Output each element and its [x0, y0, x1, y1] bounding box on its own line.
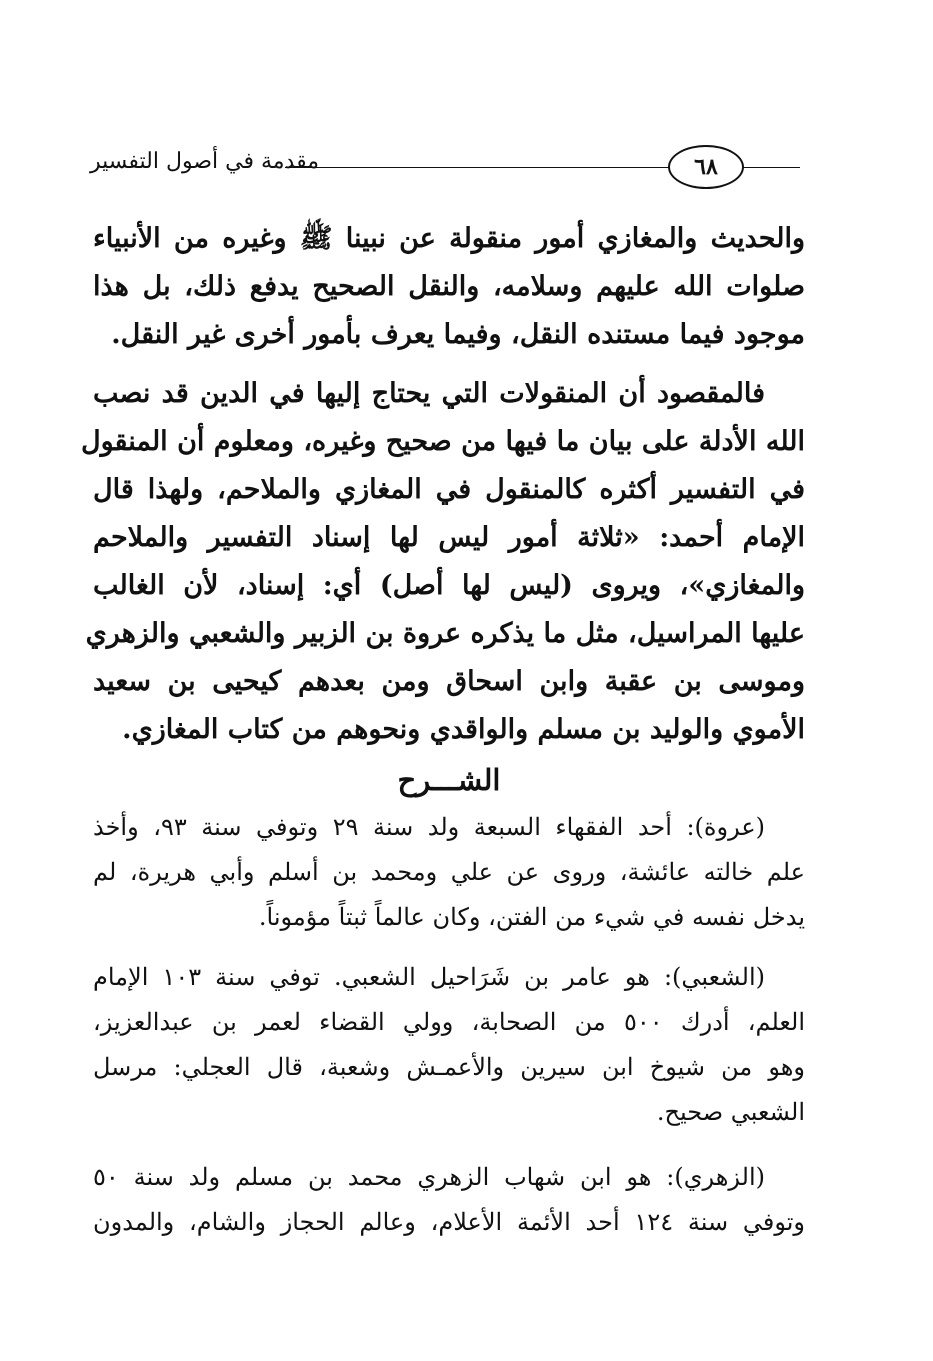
text-line: فالمقصود أن المنقولات التي يحتاج إليها في الدين قد نصب [93, 378, 765, 409]
section-heading: الشـــرح [397, 763, 501, 797]
text-line: (عروة): أحد الفقهاء السبعة ولد سنة ٢٩ وتوفي سنة ٩٣، وأخذ [93, 813, 765, 841]
text-line: الله الأدلة على بيان ما فيها من صحيح وغيره، ومعلوم أن المنقول [80, 426, 805, 457]
text-line: وتوفي سنة ١٢٤ أحد الأئمة الأعلام، وعالم الحجاز والشام، والمدون [93, 1208, 805, 1236]
matn-paragraph-2 [80, 370, 805, 754]
page-number: ٦٨ [668, 145, 744, 189]
text-line: (الزهري): هو ابن شهاب الزهري محمد بن مسلم ولد سنة ٥٠ [93, 1163, 765, 1191]
header-title: مقدمة في أصول التفسير [90, 149, 320, 174]
text-line: (الشعبي): هو عامر بن شَرَاحيل الشعبي. توفي سنة ١٠٣ الإمام [93, 963, 765, 991]
sharh-paragraph-2 [93, 955, 805, 1135]
text-line: والمغازي»، ويروى (ليس لها أصل) أي: إسناد، لأن الغالب [93, 570, 805, 601]
text-line: يدخل نفسه في شيء من الفتن، وكان عالماً ثبتاً مؤموناً. [258, 903, 805, 931]
text-line: علم خالته عائشة، وروى عن علي ومحمد بن أسلم وأبي هريرة، لم [93, 858, 805, 886]
header-rule-right [742, 167, 800, 168]
text-line: وموسى بن عقبة وابن اسحاق ومن بعدهم كيحيى بن سعيد [93, 666, 805, 697]
matn-paragraph-1 [93, 215, 805, 359]
text-line: صلوات الله عليهم وسلامه، والنقل الصحيح يدفع ذلك، بل هذا [93, 271, 805, 302]
sharh-paragraph-3 [93, 1155, 805, 1245]
text-line: العلم، أدرك ٥٠٠ من الصحابة، وولي القضاء لعمر بن عبدالعزيز، [93, 1008, 805, 1036]
text-line: في التفسير أكثره كالمنقول في المغازي والملاحم، ولهذا قال [93, 474, 805, 505]
text-line: والحديث والمغازي أمور منقولة عن نبينا ﷺ وغيره من الأنبياء [93, 223, 805, 254]
text-line: موجود فيما مستنده النقل، وفيما يعرف بأمور أخرى غير النقل. [111, 319, 805, 350]
text-line: الشعبي صحيح. [656, 1098, 805, 1126]
sharh-paragraph-1 [93, 805, 805, 940]
text-line: عليها المراسيل، مثل ما يذكره عروة بن الزبير والشعبي والزهري [85, 618, 805, 649]
text-line: الإمام أحمد: «ثلاثة أمور ليس لها إسناد التفسير والملاحم [93, 522, 805, 553]
text-line: الأموي والوليد بن مسلم والواقدي ونحوهم من كتاب المغازي. [122, 714, 805, 745]
page-header [90, 145, 800, 195]
text-line: وهو من شيوخ ابن سيرين والأعمـش وشعبة، قال العجلي: مرسل [93, 1053, 805, 1081]
